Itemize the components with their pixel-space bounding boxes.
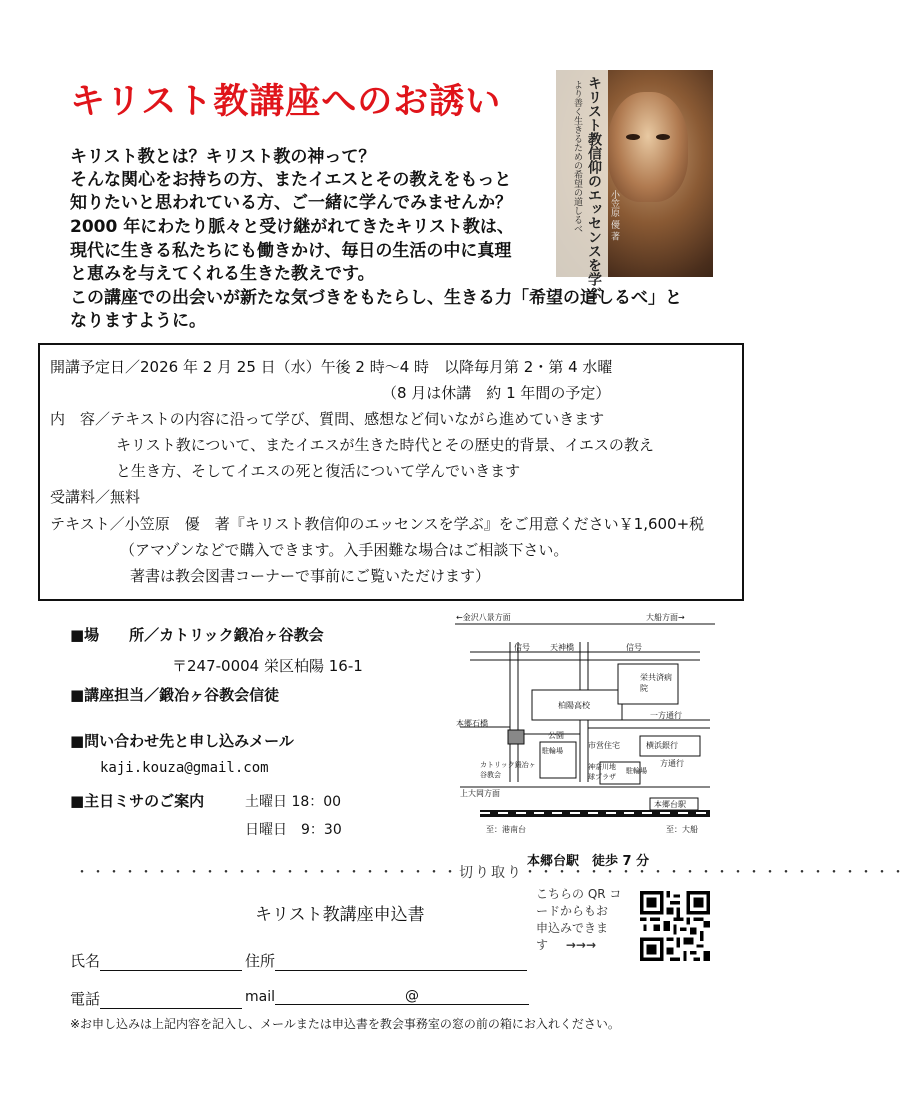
intro-line: 2000 年にわたり脈々と受け継がれてきたキリスト教は、 <box>70 217 514 237</box>
content-detail: キリスト教について、またイエスが生きた時代とその歴史的背景、イエスの教え <box>116 436 654 454</box>
content: 内 容／テキストの内容に沿って学び、質問、感想など伺いながら進めていきます <box>50 410 605 428</box>
schedule-note: （8 月は休講 約 1 年間の予定） <box>382 384 611 402</box>
schedule: 開講予定日／2026 年 2 月 25 日（水）午後 2 時～4 時 以降毎月第 2・第 4 水曜 <box>50 358 613 376</box>
map-label: 市営住宅 <box>588 741 620 750</box>
address: 〒247-0004 栄区柏陽 16-1 <box>172 657 363 675</box>
intro-line: 現代に生きる私たちにも働きかけ、毎日の生活の中に真理 <box>70 241 512 261</box>
map-label: 大船方面→ <box>646 613 685 622</box>
qr-code-icon[interactable] <box>640 891 710 961</box>
intro-line: この講座での出会いが新たな気づきをもたらし、生きる力「希望の道しるべ」と <box>70 288 682 308</box>
left-eye <box>626 134 640 140</box>
right-eye <box>656 134 670 140</box>
map-label: 公園 <box>548 731 564 740</box>
intro-line: そんな関心をお持ちの方、またイエスとその教えをもっと <box>70 170 512 190</box>
name-input-line[interactable] <box>100 954 242 971</box>
map-label: 天神橋 <box>550 643 574 652</box>
map-label: カトリック鍛冶ヶ谷教会 <box>480 761 536 779</box>
map-label: 至：大船 <box>666 825 698 834</box>
contact-heading: ■問い合わせ先と申し込みメール <box>70 732 294 750</box>
person-in-charge: ■講座担当／鍛冶ヶ谷教会信徒 <box>70 686 280 704</box>
mass-sunday: 日曜日 9：30 <box>245 822 342 838</box>
map-label: 信号 <box>626 643 642 652</box>
textbook-note: 著書は教会図書コーナーで事前にご覧いただけます） <box>130 567 491 585</box>
book-title: キリスト教信仰のエッセンスを学ぶ <box>586 76 602 300</box>
map-label: 上大岡方面 <box>460 789 500 798</box>
contact-email[interactable]: kaji.kouza@gmail.com <box>100 760 269 776</box>
intro-line: 知りたいと思われている方、ご一緒に学んでみませんか？ <box>70 193 512 213</box>
page-title: キリスト教講座へのお誘い <box>70 82 502 122</box>
address-field[interactable]: 住所 <box>245 950 527 971</box>
form-title: キリスト教講座申込書 <box>255 905 425 925</box>
station-label: 本郷台駅 <box>654 800 686 809</box>
station-caption: 本郷台駅 徒歩 7 分 <box>527 854 650 869</box>
name-field[interactable]: 氏名 <box>70 950 242 971</box>
book-author: 小笠原 優 著 <box>609 190 619 241</box>
intro-line: キリスト教とは？キリスト教の神って？ <box>70 147 376 167</box>
map-label: 方通行 <box>660 759 684 768</box>
access-map <box>450 612 718 838</box>
phone-field[interactable]: 電話 <box>70 988 242 1009</box>
cut-line: ・・・・・・・・・・・・・・・・・・・・・・・・切り取り・・・・・・・・・・・・・・・・・・・・・・・・ <box>75 865 907 881</box>
map-label: 本郷石橋 <box>456 719 488 728</box>
map-label: 駐輪場 <box>626 767 647 775</box>
map-label: 信号 <box>514 643 530 652</box>
mass-heading: ■主日ミサのご案内 <box>70 792 205 810</box>
intro-line: と恵みを与えてくれる生きた教えです。 <box>70 264 375 284</box>
address-input-line[interactable] <box>275 954 527 971</box>
map-label: 横浜銀行 <box>646 741 678 750</box>
map-label: 栄共済病院 <box>640 673 672 693</box>
intro-line: なりますように。 <box>70 311 206 331</box>
content-detail: と生き方、そしてイエスの死と復活について学んでいきます <box>116 462 521 480</box>
map-label: 一方通行 <box>650 711 682 720</box>
qr-note: こちらの QR コ ードからもお 申込みできま す →→→ <box>536 887 622 952</box>
mail-input-line[interactable]: @ <box>275 988 529 1005</box>
arrow-icon: →→→ <box>565 938 597 952</box>
map-label: 神奈川地球プラザ <box>588 763 616 781</box>
map-label: 柏陽高校 <box>558 701 590 710</box>
textbook: テキスト／小笠原 優 著『キリスト教信仰のエッセンスを学ぶ』をご用意ください￥1,600+税 <box>50 515 705 533</box>
map-label: 駐輪場 <box>542 747 563 755</box>
textbook-note: （アマゾンなどで購入できます。入手困難な場合はご相談下さい。 <box>120 541 569 559</box>
mail-field[interactable]: mail @ <box>245 988 529 1005</box>
fee: 受講料／無料 <box>50 488 141 506</box>
course-details-box <box>38 343 744 601</box>
map-label: ←金沢八景方面 <box>456 613 511 622</box>
phone-input-line[interactable] <box>100 992 242 1009</box>
book-subtitle: より善く生きるための希望の道しるべ <box>572 80 582 233</box>
place: ■場 所／カトリック鍛冶ヶ谷教会 <box>70 626 324 644</box>
submission-notice: ※お申し込みは上記内容を記入し、メールまたは申込書を教会事務室の窓の前の箱にお入れください。 <box>70 1017 620 1031</box>
mass-saturday: 土曜日 18：00 <box>245 794 342 810</box>
map-label: 至：港南台 <box>486 825 526 834</box>
